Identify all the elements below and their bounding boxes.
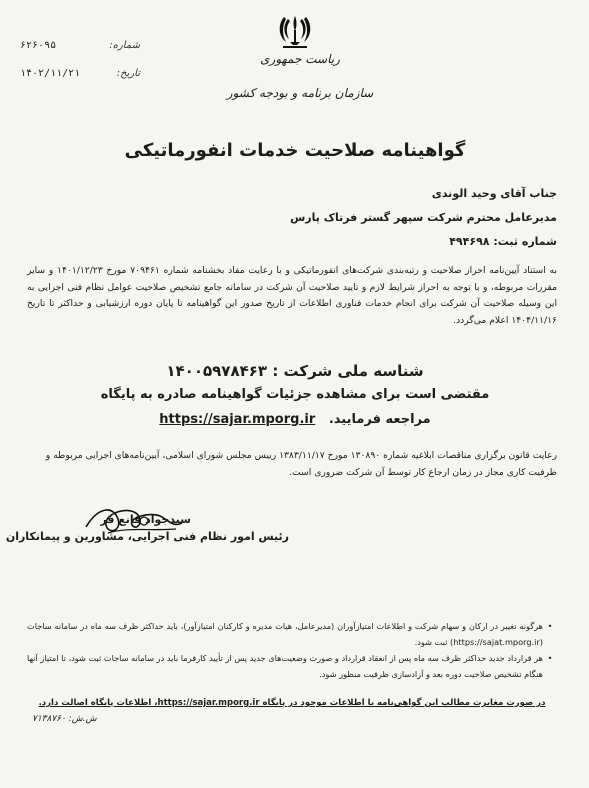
notes-list <box>27 618 557 682</box>
certificate-body: به استناد آیین‌نامه احراز صلاحیت و رتبه‌بندی شرکت‌های انفورماتیکی و با رعایت مفاد بخشنامه شماره ۷۰۹۴۶۱ مورخ ۱۴۰۱/۱۲/۲۳ و سایر مقررات مربوطه، و با توجه به احراز شرایط لازم و تایید صلاحیت آن شرکت در سامانه جامع تشخیص صلاحیت عوامل نظام فنی اجرایی به این وسیله صلاحیت آن شرکت برای انجام خدمات فناوری اطلاعات از تاریخ صدور این گواهینامه تا پایان دوره ارزشیابی و حداکثر تا تاریخ ۱۴۰۴/۱۱/۱۶ اعلام می‌گردد. <box>27 265 557 326</box>
procurement-law-note: رعایت قانون برگزاری مناقصات ابلاغیه شماره ۱۳۰۸۹۰ مورخ ۱۳۸۳/۱۱/۱۷ رییس مجلس شورای اسلامی، آیین‌نامه‌های اجرایی مربوطه و ظرفیت کاری مجاز در زمان ارجاع کار توسط آن شرکت ضروری است. <box>45 450 557 478</box>
letter-number-row <box>20 40 140 51</box>
bullet-icon: • <box>547 653 553 663</box>
recipient-name: جناب آقای وحید الوندی <box>431 187 557 200</box>
signatory-title: رئیس امور نظام فنی اجرایی، مشاورین و پیمانکاران <box>5 530 289 543</box>
org-line-president: ریاست جمهوری <box>260 52 340 66</box>
bullet-icon: • <box>547 621 553 631</box>
note-text: هرگونه تغییر در ارکان و سهام شرکت و اطلاعات امتیازآوران (مدیرعامل، هیات مدیره و کارکنان امتیازآور)، باید حداکثر ظرف سه ماه در سامانه ساجات (https://sajat.mporg.ir) ثبت شود. <box>27 621 543 647</box>
letter-date-row <box>20 68 140 79</box>
national-id: شناسه ملی شرکت : ۱۴۰۰۵۹۷۸۴۶۳ <box>166 362 424 380</box>
signatory-name: سیدجواد قانع فر <box>100 513 191 526</box>
sajar-portal-link[interactable]: https://sajar.mporg.ir <box>159 412 316 427</box>
portal-notice-tail: مراجعه فرمایید. <box>328 412 431 427</box>
letter-date-value: ۱۴۰۲/۱۱/۲۱ <box>20 68 81 79</box>
portal-notice-link-row <box>150 412 440 427</box>
list-item <box>27 618 557 650</box>
org-line-ministry: سازمان برنامه و بودجه کشور <box>226 86 374 100</box>
list-item <box>27 650 557 682</box>
letter-number-label: شماره: <box>109 40 140 51</box>
validity-note: در صورت مغایرت مطالب این گواهی‌نامه با اطلاعات موجود در پایگاه https://sajar.mporg.ir، اطلاعات پایگاه اصالت دارد. <box>38 698 546 708</box>
letter-number-value: ۶۲۶۰۹۵ <box>20 40 57 51</box>
note-text: هر قرارداد جدید حداکثر ظرف سه ماه پس از انعقاد قرارداد و صورت وضعیت‌های جدید پس از تأیید کارفرما باید در سامانه ساجات ثبت شود، تا امتیاز آنها هنگام تشخیص صلاحیت دوره بعد و آزادسازی ظرفیت منظور شود. <box>27 653 543 679</box>
registration-number: شماره ثبت: ۴۹۴۶۹۸ <box>449 235 557 248</box>
recipient-position: مدیرعامل محترم شرکت سپهر گستر فرتاک پارس <box>290 211 557 224</box>
serial-number: ش.ش: ۷۱۳۸۷۶۰ <box>32 714 97 724</box>
certificate-title: گواهینامه صلاحیت خدمات انفورماتیکی <box>124 140 466 161</box>
portal-notice-line: مقتضی است برای مشاهده جزئیات گواهینامه صادره به پایگاه <box>100 387 490 402</box>
iran-emblem-icon <box>277 12 313 50</box>
letter-date-label: تاریخ: <box>116 68 140 79</box>
